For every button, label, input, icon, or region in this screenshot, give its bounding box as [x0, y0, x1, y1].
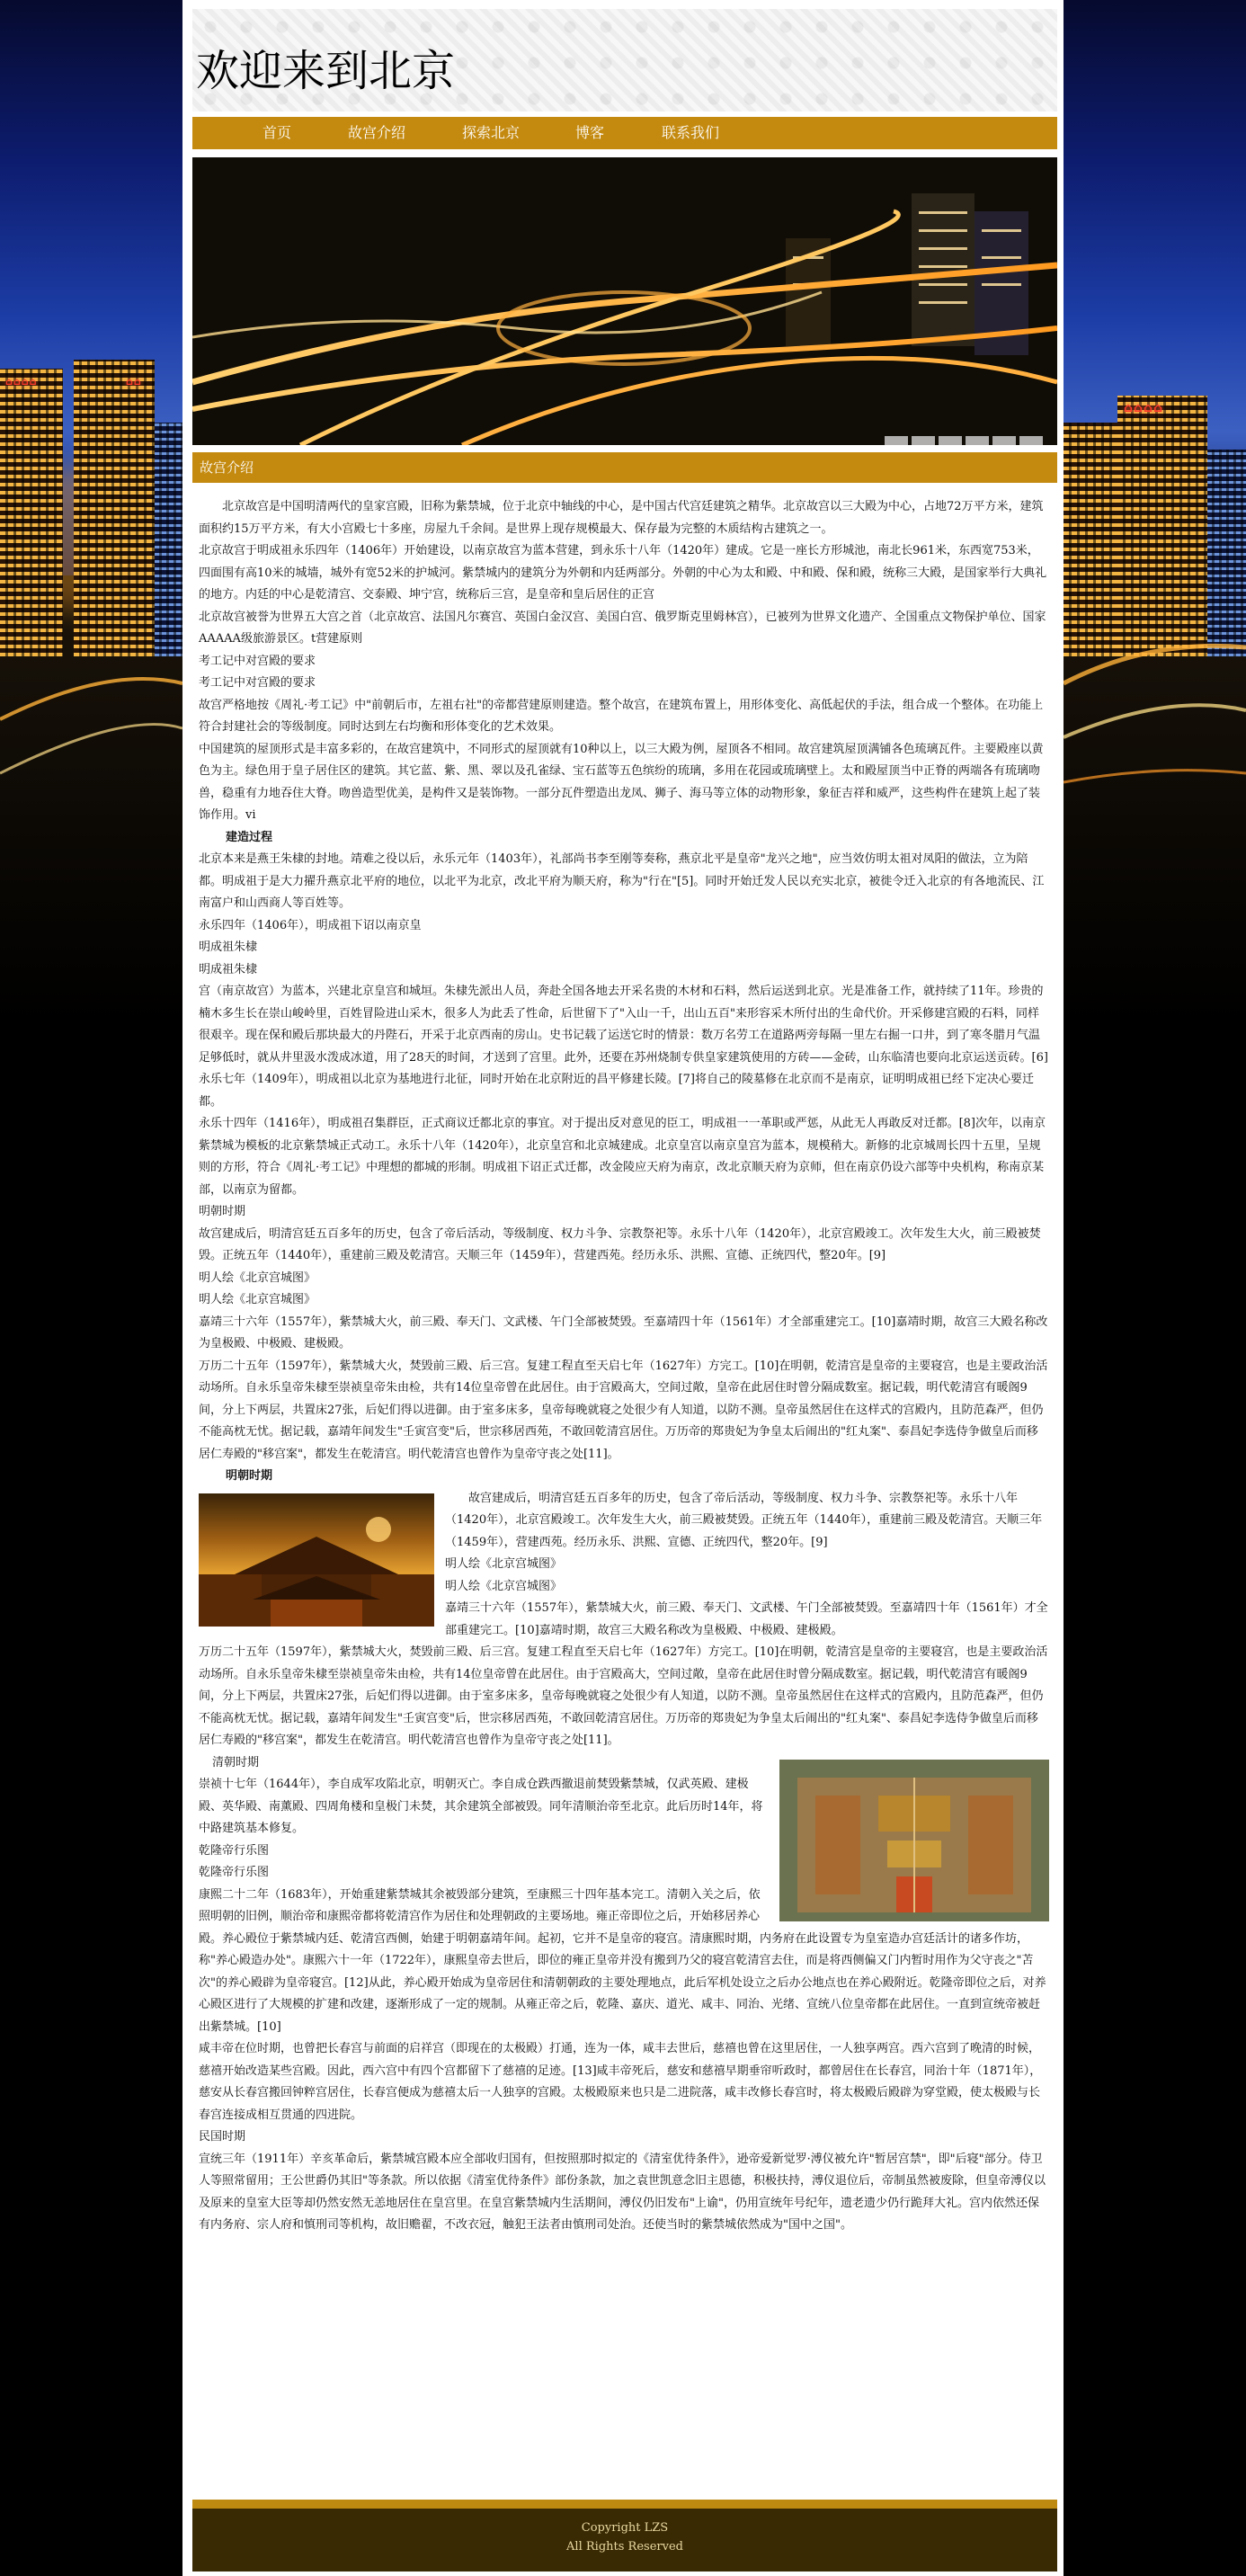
paragraph: 民国时期: [199, 2130, 246, 2144]
paragraph: 乾隆帝行乐图: [199, 1866, 270, 1879]
paragraph: 咸丰帝在位时期，也曾把长春宫与前面的启祥宫（即现在的太极殿）打通，连为一体，咸丰去世后，慈禧也曾在这里居住，一人独享两宫。西六宫到了晚清的时候，慈禧开始改造某些宫殿。因此，西六宫中有四个宫都留下了慈禧的足迹。[13]咸丰帝死后，慈安和慈禧早期垂帘听政时，都曾居住在长春宫，同治十年（1871年），慈安从长春宫搬回钟粹宫居住，长春宫便成为慈禧太后一人独享的宫殿。太极殿原来也只是二进院落，咸丰改修长春宫时，将太极殿后殿辟为穿堂殿，使太极殿与长春宫连接成相互贯通的四进院。: [199, 2042, 1042, 2122]
slide-indicator-5[interactable]: [992, 436, 1016, 445]
paragraph: 明人绘《北京宫城图》: [199, 1293, 316, 1306]
slide-indicator-6[interactable]: [1019, 436, 1043, 445]
forbidden-city-sunset-image: [199, 1493, 434, 1627]
paragraph: 明成祖朱棣: [199, 962, 258, 976]
page-container: [182, 0, 1064, 2576]
slide-indicator-4[interactable]: [966, 436, 989, 445]
main-nav: [192, 117, 1057, 149]
paragraph: 嘉靖三十六年（1557年），紫禁城大火，前三殿、奉天门、文武楼、午门全部被焚毁。至嘉靖四十年（1561年）才全部重建完工。[10]嘉靖时期，故宫三大殿名称改为皇极殿、中极殿、建极殿。: [199, 1315, 1048, 1350]
paragraph: 明人绘《北京宫城图》: [199, 1270, 316, 1285]
paragraph: 明人绘《北京宫城图》: [445, 1557, 563, 1571]
article-content: [199, 496, 1049, 2237]
paragraph: 北京故宫于明成祖永乐四年（1406年）开始建设，以南京故宫为蓝本营建，到永乐十八年（1420年）建成。它是一座长方形城池，南北长961米，东西宽753米，四面围有高10米的城墙，城外有宽52米的护城河。紫禁城内的建筑分为外朝和内廷两部分。外朝的中心为太和殿、中和殿、保和殿，统称三大殿，是国家举行大典礼的地方。内廷的中心是乾清宫、交泰殿、坤宁宫，统称后三宫，是皇帝和皇后居住的正宫: [199, 544, 1047, 602]
building-sign-right: ⌂⌂⌂⌂: [1124, 401, 1164, 415]
building-sign-left-2: ⌂⌂: [126, 376, 142, 388]
palace-silhouette: [199, 1493, 434, 1627]
nav-item-palace-intro[interactable]: 故宫介绍: [348, 124, 406, 141]
paragraph: 宣统三年（1911年）辛亥革命后，紫禁城宫殿本应全部收归国有，但按照那时拟定的《清室优待条件》，逊帝爱新觉罗·溥仪被允许"暂居宫禁"，即"后寝"部分。侍卫人等照常留用；王公世爵仍其旧"等条款。所以依据《清室优待条件》部份条款，加之袁世凯意念旧主恩德，积极扶持，溥仪退位后，帝制虽然被废除，但皇帝溥仪以及原来的皇室大臣等却仍然安然无恙地居住在皇宫里。在皇宫紫禁城内生活期间，溥仪仍旧发布"上谕"，仍用宣统年号纪年，遗老遗少仍行跪拜大礼。宫内依然还保有内务府、宗人府和慎刑司等机构，故旧赡翟，不改衣冠，触犯王法者由慎刑司处治。还使当时的紫禁城依然成为"国中之国"。: [199, 2152, 1046, 2232]
paragraph: 万历二十五年（1597年），紫禁城大火，焚毁前三殿、后三宫。复建工程直至天启七年（1627年）方完工。[10]在明朝，乾清宫是皇帝的主要寝宫，也是主要政治活动场所。自永乐皇帝朱棣至崇祯皇帝朱由检，共有14位皇帝曾在此居住。由于宫殿高大，空间过敞，皇帝在此居住时曾分隔成数室。据记载，明代乾清宫有暖阁9间，分上下两层，共置床27张，后妃们得以进御。由于室多床多，皇帝每晚就寝之处很少有人知道，以防不测。皇帝虽然居住在这样式的宫殿内，且防范森严，但仍不能高枕无忧。据记载，嘉靖年间发生"壬寅宫变"后，世宗移居西苑，不敢回乾清宫居住。万历帝的郑贵妃为争皇太后闹出的"红丸案"、泰昌妃李选侍争做皇后而移居仁寿殿的"移宫案"，都发生在乾清宫。明代乾清宫也曾作为皇帝守丧之处[11]。: [199, 1645, 1048, 1747]
paragraph: 永乐十四年（1416年），明成祖召集群臣，正式商议迁都北京的事宜。对于提出反对意见的臣工，明成祖一一革职或严惩，从此无人再敢反对迁都。[8]次年，以南京紫禁城为模板的北京紫禁城正式动工。永乐十八年（1420年），北京皇宫和北京城建成。北京皇宫以南京皇宫为蓝本，规模稍大。新修的北京城周长四十五里，呈规则的方形，符合《周礼·考工记》中理想的都城的形制。明成祖下诏正式迁都，改金陵应天府为南京，改北京顺天府为京师，但在南京仍设六部等中央机构，称南京某部，以南京为留都。: [199, 1117, 1046, 1197]
paragraph: 故宫建成后，明清宫廷五百多年的历史，包含了帝后活动，等级制度、权力斗争、宗教祭祀等。永乐十八年（1420年），北京宫殿竣工。次年发生大火，前三殿被焚毁。正统五年（1440年），重建前三殿及乾清宫。天顺三年（1459年），营建西苑。经历永乐、洪熙、宣德、正统四代，整20年。[9]: [199, 1226, 1041, 1262]
nav-item-blog[interactable]: 博客: [575, 124, 605, 141]
paragraph: 明朝时期: [199, 1205, 246, 1218]
paragraph: 考工记中对宫殿的要求: [199, 676, 316, 690]
paragraph: 中国建筑的屋顶形式是丰富多彩的，在故宫建筑中，不同形式的屋顶就有10种以上，以三大殿为例，屋顶各不相同。故宫建筑屋顶满铺各色琉璃瓦件。主要殿座以黄色为主。绿色用于皇子居住区的建筑。其它蓝、紫、黑、翠以及孔雀绿、宝石蓝等五色缤纷的琉璃，多用在花园或琉璃壁上。太和殿屋顶当中正脊的两端各有琉璃吻兽，稳重有力地吞住大脊。吻兽造型优美，是构件又是装饰物。一部分瓦件塑造出龙凤、狮子、海马等立体的动物形象，象征吉祥和威严，这些构件在建筑上起了装饰作用。vi: [199, 742, 1044, 822]
nav-item-explore-beijing[interactable]: 探索北京: [462, 124, 521, 141]
nav-item-contact[interactable]: 联系我们: [662, 124, 720, 141]
paragraph: 崇祯十七年（1644年），李自成军攻陷北京，明朝灭亡。李自成仓跌西撤退前焚毁紫禁城，仅武英殿、建极殿、英华殿、南薰殿、四周角楼和皇极门未焚，其余建筑全部被毁。同年清顺治帝至北京。此后历时14年，将中路建筑基本修复。: [199, 1778, 763, 1835]
site-title: 欢迎来到北京: [196, 46, 456, 96]
paragraph: 北京故宫被誉为世界五大宫之首（北京故宫、法国凡尔赛宫、英国白金汉宫、美国白宫、俄罗斯克里姆林宫），已被列为世界文化遗产、全国重点文物保护单位、国家AAAAA级旅游景区。t营建原则: [199, 610, 1046, 646]
building-sign-left: ⌂⌂⌂⌂: [5, 376, 38, 388]
paragraph: 故宫严格地按《周礼·考工记》中"前朝后市，左祖右社"的帝都营建原则建造。整个故宫，在建筑布置上，用形体变化、高低起伏的手法，组合成一个整体。在功能上符合封建社会的等级制度。同时达到左右均衡和形体变化的艺术效果。: [199, 698, 1044, 734]
paragraph: 北京故宫是中国明清两代的皇家宫殿，旧称为紫禁城，位于北京中轴线的中心，是中国古代宫廷建筑之精华。北京故宫以三大殿为中心，占地72万平方米，建筑面积约15万平方米，有大小宫殿七十多座，房屋九千余间。是世界上现存规模最大、保存最为完整的木质结构古建筑之一。: [199, 500, 1044, 536]
paragraph: 嘉靖三十六年（1557年），紫禁城大火，前三殿、奉天门、文武楼、午门全部被焚毁。至嘉靖四十年（1561年）才全部重建完工。[10]嘉靖时期，故宫三大殿名称改为皇极殿、中极殿、建极殿。: [445, 1601, 1048, 1637]
footer-rights: All Rights Reserved: [566, 2540, 683, 2554]
palace-aerial-view: [779, 1760, 1049, 1921]
paragraph: 清朝时期: [212, 1755, 260, 1769]
paragraph: 永乐七年（1409年），明成祖以北京为基地进行北征，同时开始在北京附近的昌平修建长陵。[7]将自己的陵墓修在北京而不是南京，证明明成祖已经下定决心要迁都。: [199, 1073, 1034, 1109]
site-footer: [192, 2500, 1057, 2572]
paragraph: 康熙二十二年（1683年），开始重建紫禁城其余被毁部分建筑，至康熙三十四年基本完工。清朝入关之后，依照明朝的旧例，顺治帝和康熙帝都将乾清宫作为居住和处理朝政的主要场地。雍正帝即位之后，开始移居养心殿。养心殿位于紫禁城内廷、乾清宫西侧，始建于明朝嘉靖年间。起初，它并不是皇帝的寝宫。清康熙时期，内务府在此设置专为皇室造办宫廷活计的诸多作坊，称"养心殿造办处"。康熙六十一年（1722年），康熙皇帝去世后，即位的雍正皇帝并没有搬到乃父的寝宫乾清宫去住，而是将西侧偏又门内暂时用作为父守丧之"苫次"的养心殿辟为皇帝寝宫。[12]从此，养心殿开始成为皇帝居住和清朝朝政的主要处理地点，此后军机处设立之后办公地点也在养心殿附近。乾隆帝即位之后，对养心殿区进行了大规模的扩建和改建，逐渐形成了一定的规制。从雍正帝之后，乾隆、嘉庆、道光、咸丰、同治、光绪、宣统八位皇帝都在此居住。一直到宣统帝被赶出紫禁城。[10]: [199, 1887, 1046, 2034]
site-header: [192, 9, 1057, 111]
slide-indicator-2[interactable]: [912, 436, 935, 445]
paragraph: 万历二十五年（1597年），紫禁城大火，焚毁前三殿、后三宫。复建工程直至天启七年（1627年）方完工。[10]在明朝，乾清宫是皇帝的主要寝宫，也是主要政治活动场所。自永乐皇帝朱棣至崇祯皇帝朱由检，共有14位皇帝曾在此居住。由于宫殿高大，空间过敞，皇帝在此居住时曾分隔成数室。据记载，明代乾清宫有暖阁9间，分上下两层，共置床27张，后妃们得以进御。由于室多床多，皇帝每晚就寝之处很少有人知道，以防不测。皇帝虽然居住在这样式的宫殿内，且防范森严，但仍不能高枕无忧。据记载，嘉靖年间发生"壬寅宫变"后，世宗移居西苑，不敢回乾清宫居住。万历帝的郑贵妃为争皇太后闹出的"红丸案"、泰昌妃李选侍争做皇后而移居仁寿殿的"移宫案"，都发生在乾清宫。明代乾清宫也曾作为皇帝守丧之处[11]。: [199, 1359, 1048, 1461]
paragraph: 故宫建成后，明清宫廷五百多年的历史，包含了帝后活动，等级制度、权力斗争、宗教祭祀等。永乐十八年（1420年），北京宫殿竣工。次年发生大火，前三殿被焚毁。正统五年（1440年），重建前三殿及乾清宫。天顺三年（1459年），营建西苑。经历永乐、洪熙、宣德、正统四代，整20年。[9]: [445, 1491, 1043, 1549]
section-title-bar: [192, 452, 1057, 483]
paragraph: 明人绘《北京宫城图》: [445, 1579, 563, 1593]
section-title: 故宫介绍: [200, 459, 254, 476]
banner-night-highway-image: [192, 157, 1057, 445]
paragraph: 明成祖朱棣: [199, 940, 258, 954]
paragraph: 考工记中对宫殿的要求: [199, 654, 316, 668]
forbidden-city-aerial-image: [779, 1760, 1049, 1921]
banner-slideshow[interactable]: [192, 157, 1057, 445]
paragraph: 北京本来是燕王朱棣的封地。靖难之役以后，永乐元年（1403年），礼部尚书李至刚等奏称，燕京北平是皇帝"龙兴之地"，应当效仿明太祖对凤阳的做法，立为陪都。明成祖于是大力擢升燕京北平府的地位，以北平为北京，改北平府为顺天府，称为"行在"[5]。同时开始迁发人民以充实北京，被徙令迁入北京的有各地流民、江南富户和山西商人等百姓等。: [199, 852, 1045, 910]
nav-item-home[interactable]: 首页: [263, 124, 292, 141]
subheading-ming-dynasty: 明朝时期: [226, 1469, 273, 1483]
paragraph: 永乐四年（1406年），明成祖下诏以南京皇: [199, 918, 422, 932]
paragraph: 宫（南京故宫）为蓝本，兴建北京皇宫和城垣。朱棣先派出人员，奔赴全国各地去开采名贵的木材和石料，然后运送到北京。光是准备工作，就持续了11年。珍贵的楠木多生长在崇山峻岭里，百姓冒险进山采木，很多人为此丢了性命，后世留下了"入山一千，出山五百"来形容采木所付出的生命代价。开采修建宫殿的石料，同样很艰辛。现在保和殿后那块最大的丹陛石，开采于北京西南的房山。史书记载了运送它时的情景：数万名劳工在道路两旁每隔一里左右掘一口井，到了寒冬腊月气温足够低时，就从井里汲水泼成冰道，用了28天的时间，才送到了宫里。此外，还要在苏州烧制专供皇家建筑使用的方砖——金砖，山东临清也要向北京运送贡砖。[6]: [199, 985, 1048, 1065]
subheading-construction: 建造过程: [226, 830, 273, 844]
slide-indicator-3[interactable]: [939, 436, 962, 445]
slide-indicator-1[interactable]: [885, 436, 908, 445]
paragraph: 乾隆帝行乐图: [199, 1843, 270, 1858]
footer-copyright: Copyright LZS: [581, 2521, 669, 2535]
